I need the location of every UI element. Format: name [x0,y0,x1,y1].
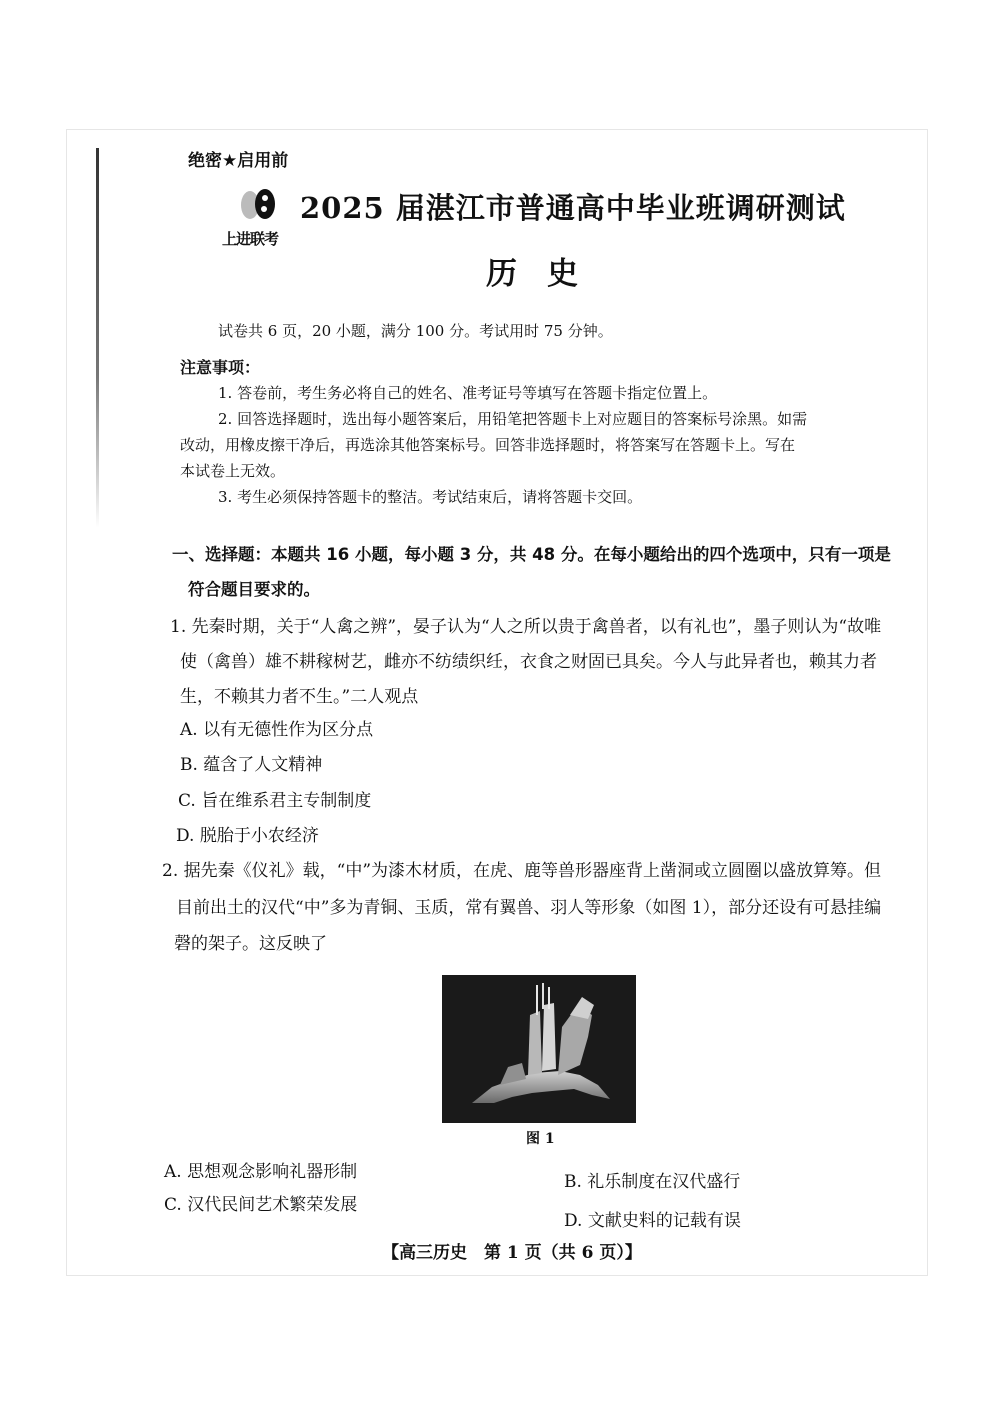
note-line: 本试卷上无效。 [180,462,286,480]
logo-text: 上进联考 [222,230,279,248]
note-line: 3. 考生必须保持答题卡的整洁。考试结束后，请将答题卡交回。 [218,488,643,506]
question-2-option-b: B. 礼乐制度在汉代盛行 [564,1172,741,1192]
notes-heading: 注意事项： [180,358,261,377]
question-2-line: 目前出土的汉代“中”多为青铜、玉质，常有翼兽、羽人等形象（如图 1），部分还设有可悬挂编 [176,898,882,918]
question-2-line: 2. 据先秦《仪礼》载，“中”为漆木材质，在虎、鹿等兽形器座背上凿洞或立圆圈以盛放算筹。但 [162,861,882,881]
question-1-line: 使（禽兽）雄不耕稼树艺，雌亦不纺绩织纴，衣食之财固已具矣。今人与此异者也，赖其力者 [180,652,877,672]
subject-title: 历史 [486,256,608,292]
exam-title: 2025 届湛江市普通高中毕业班调研测试 [300,191,846,225]
question-1-option-b: B. 蕴含了人文精神 [180,755,323,775]
question-1-option-c: C. 旨在维系君主专制制度 [178,791,372,811]
logo [222,182,292,252]
note-line: 1. 答卷前，考生务必将自己的姓名、准考证号等填写在答题卡指定位置上。 [218,384,718,402]
question-2-option-a: A. 思想观念影响礼器形制 [164,1162,358,1182]
figure-1-caption: 图 1 [526,1131,555,1147]
section-heading: 一、选择题：本题共 16 小题，每小题 3 分，共 48 分。在每小题给出的四个选项中，只有一项是 [172,545,891,564]
question-1-option-d: D. 脱胎于小农经济 [176,826,319,846]
figure-1-photo [442,975,636,1123]
bronze-artifact-image [442,975,636,1123]
question-2-line: 磬的架子。这反映了 [174,934,327,954]
confidential-label: 绝密★启用前 [188,151,289,171]
question-2-option-d: D. 文献史料的记载有误 [564,1211,741,1231]
logo-icon [238,188,278,222]
question-1-option-a: A. 以有无德性作为区分点 [180,720,374,740]
note-line: 改动，用橡皮擦干净后，再选涂其他答案标号。回答非选择题时，将答案写在答题卡上。写在 [180,436,796,454]
note-line: 2. 回答选择题时，选出每小题答案后，用铅笔把答题卡上对应题目的答案标号涂黑。如需 [218,410,808,428]
question-1-line: 1. 先秦时期，关于“人禽之辨”，晏子认为“人之所以贵于禽兽者，以有礼也”，墨子则认为“故唯 [170,617,882,637]
section-heading-cont: 符合题目要求的。 [188,580,320,599]
question-2-option-c: C. 汉代民间艺术繁荣发展 [164,1195,358,1215]
page-footer: 【高三历史 第 1 页（共 6 页）】 [382,1243,642,1263]
scan-edge-mark [96,148,99,528]
exam-info: 试卷共 6 页，20 小题，满分 100 分。考试用时 75 分钟。 [218,322,613,340]
question-1-line: 生，不赖其力者不生。”二人观点 [180,687,419,707]
